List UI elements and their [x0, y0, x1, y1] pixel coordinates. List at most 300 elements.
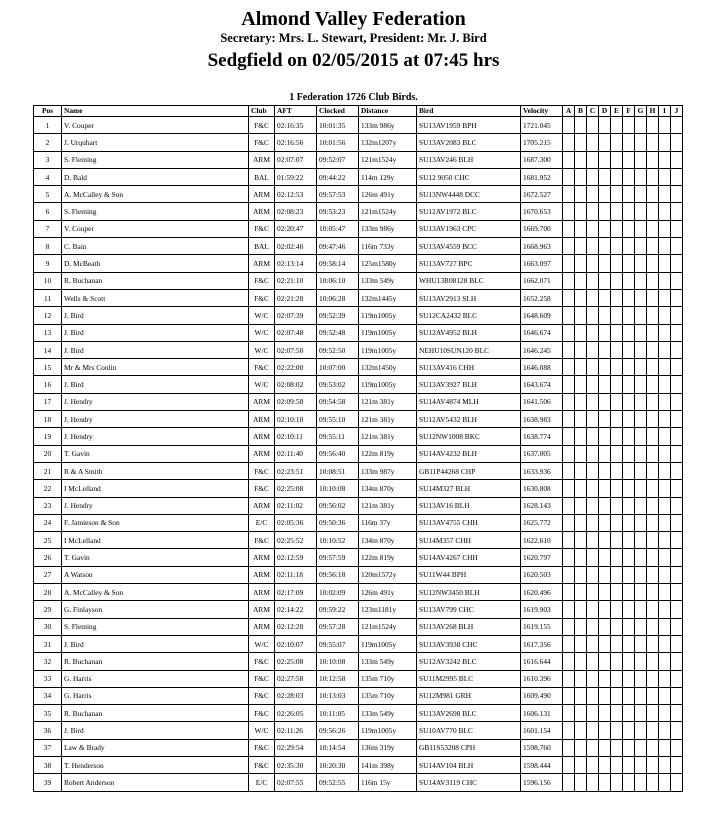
distance-cell: 133m 549y	[359, 272, 417, 289]
table-row	[34, 151, 683, 168]
velocity-cell: 1668.963	[521, 238, 563, 255]
distance-cell: 119m1005y	[359, 376, 417, 393]
results-table	[33, 105, 683, 792]
flag-cell	[671, 203, 683, 220]
flag-cell	[671, 376, 683, 393]
pos-cell: 16	[34, 376, 62, 393]
flag-cell	[659, 203, 671, 220]
flag-cell	[611, 584, 623, 601]
flag-cell	[671, 134, 683, 151]
flag-cell	[647, 255, 659, 272]
flag-cell	[671, 393, 683, 410]
pos-cell: 31	[34, 635, 62, 652]
distance-cell: 119m1005y	[359, 341, 417, 358]
name-cell: G. Harris	[62, 687, 249, 704]
distance-cell: 135m 710y	[359, 670, 417, 687]
velocity-cell: 1610.396	[521, 670, 563, 687]
flag-cell	[647, 618, 659, 635]
distance-cell: 114m 129y	[359, 168, 417, 185]
flag-cell	[563, 134, 575, 151]
flag-cell	[575, 739, 587, 756]
flag-cell	[587, 134, 599, 151]
clocked-cell: 09:52:39	[317, 307, 359, 324]
flag-cell	[635, 739, 647, 756]
pos-cell: 26	[34, 549, 62, 566]
table-caption: 1 Federation 1726 Club Birds.	[289, 92, 418, 103]
clocked-cell: 09:55:07	[317, 635, 359, 652]
velocity-cell: 1721.045	[521, 117, 563, 134]
club-cell: F&C	[249, 134, 275, 151]
pos-cell: 11	[34, 289, 62, 306]
flag-cell	[671, 168, 683, 185]
pos-cell: 20	[34, 445, 62, 462]
clocked-cell: 09:52:48	[317, 324, 359, 341]
flag-cell	[635, 549, 647, 566]
flag-cell	[611, 462, 623, 479]
distance-cell: 133m 986y	[359, 117, 417, 134]
pos-cell: 38	[34, 756, 62, 773]
bird-cell: SU13NW4448 DCC	[417, 186, 521, 203]
club-cell: W/C	[249, 635, 275, 652]
flag-cell	[587, 376, 599, 393]
flag-cell	[659, 445, 671, 462]
flag-cell	[671, 774, 683, 791]
distance-cell: 116m 37y	[359, 514, 417, 531]
pos-cell: 13	[34, 324, 62, 341]
flag-cell	[563, 653, 575, 670]
distance-cell: 121m1524y	[359, 203, 417, 220]
flag-cell	[611, 653, 623, 670]
distance-cell: 141m 398y	[359, 756, 417, 773]
flag-cell	[623, 739, 635, 756]
flag-cell	[599, 618, 611, 635]
aft-cell: 02:11:02	[275, 497, 317, 514]
flag-cell	[587, 618, 599, 635]
federation-title: Almond Valley Federation	[241, 8, 466, 30]
pos-cell: 9	[34, 255, 62, 272]
flag-cell	[635, 584, 647, 601]
flag-cell	[647, 739, 659, 756]
flag-cell	[647, 653, 659, 670]
flag-cell	[635, 289, 647, 306]
flag-cell	[563, 289, 575, 306]
clocked-cell: 10:08:51	[317, 462, 359, 479]
flag-cell	[635, 134, 647, 151]
table-row	[34, 480, 683, 497]
bird-cell: SU12M981 GRH	[417, 687, 521, 704]
flag-cell	[647, 584, 659, 601]
flag-cell	[563, 514, 575, 531]
flag-cell	[611, 497, 623, 514]
name-cell: J. Hendry	[62, 497, 249, 514]
name-cell: A Watson	[62, 566, 249, 583]
flag-cell	[647, 480, 659, 497]
aft-cell: 02:35:30	[275, 756, 317, 773]
table-row	[34, 722, 683, 739]
flag-cell	[671, 462, 683, 479]
flag-cell	[635, 670, 647, 687]
distance-cell: 116m 733y	[359, 238, 417, 255]
club-cell: F&C	[249, 220, 275, 237]
flag-cell	[587, 497, 599, 514]
flag-cell	[587, 601, 599, 618]
aft-cell: 02:10:11	[275, 428, 317, 445]
flag-cell	[563, 272, 575, 289]
flag-cell	[647, 168, 659, 185]
flag-cell	[623, 670, 635, 687]
flag-cell	[623, 480, 635, 497]
aft-cell: 02:05:36	[275, 514, 317, 531]
flag-cell	[611, 203, 623, 220]
flag-cell	[575, 341, 587, 358]
flag-cell	[563, 203, 575, 220]
flag-cell	[647, 705, 659, 722]
table-row	[34, 739, 683, 756]
distance-cell: 132m1207y	[359, 134, 417, 151]
clocked-cell: 10:14:54	[317, 739, 359, 756]
club-cell: F&C	[249, 705, 275, 722]
header-row	[34, 106, 683, 117]
table-row	[34, 618, 683, 635]
velocity-cell: 1670.653	[521, 203, 563, 220]
flag-cell	[587, 514, 599, 531]
distance-cell: 120m1572y	[359, 566, 417, 583]
flag-cell	[647, 289, 659, 306]
flag-cell	[575, 756, 587, 773]
distance-cell: 121m1524y	[359, 618, 417, 635]
flag-cell	[623, 307, 635, 324]
aft-cell: 02:07:48	[275, 324, 317, 341]
flag-cell	[587, 549, 599, 566]
club-cell: W/C	[249, 376, 275, 393]
bird-cell: SU13AV1959 BPH	[417, 117, 521, 134]
velocity-cell: 1633.936	[521, 462, 563, 479]
bird-cell: SU12AV5432 BLH	[417, 411, 521, 428]
flag-cell	[659, 393, 671, 410]
flag-cell	[671, 670, 683, 687]
flag-cell	[599, 411, 611, 428]
velocity-cell: 1669.700	[521, 220, 563, 237]
velocity-cell: 1628.143	[521, 497, 563, 514]
flag-cell	[623, 584, 635, 601]
flag-cell	[671, 255, 683, 272]
bird-cell: SU12CA2432 BLC	[417, 307, 521, 324]
flag-cell	[587, 272, 599, 289]
flag-cell	[635, 341, 647, 358]
flag-cell	[611, 151, 623, 168]
clocked-cell: 10:12:58	[317, 670, 359, 687]
table-row	[34, 670, 683, 687]
club-cell: W/C	[249, 722, 275, 739]
flag-cell	[647, 462, 659, 479]
flag-cell	[671, 480, 683, 497]
flag-cell	[623, 514, 635, 531]
flag-cell	[587, 220, 599, 237]
pos-cell: 39	[34, 774, 62, 791]
flag-cell	[659, 774, 671, 791]
clocked-cell: 10:11:05	[317, 705, 359, 722]
bird-cell: SU11M2995 BLC	[417, 670, 521, 687]
aft-cell: 02:08:23	[275, 203, 317, 220]
pos-cell: 23	[34, 497, 62, 514]
bird-cell: SU12AV3242 BLC	[417, 653, 521, 670]
flag-cell	[599, 134, 611, 151]
flag-cell	[599, 480, 611, 497]
aft-cell: 02:11:18	[275, 566, 317, 583]
velocity-cell: 1622.610	[521, 532, 563, 549]
flag-cell	[647, 238, 659, 255]
flag-cell	[587, 584, 599, 601]
velocity-cell: 1596.156	[521, 774, 563, 791]
name-cell: T. Gavin	[62, 549, 249, 566]
club-cell: ARM	[249, 203, 275, 220]
flag-cell	[659, 670, 671, 687]
velocity-cell: 1609.490	[521, 687, 563, 704]
pos-cell: 21	[34, 462, 62, 479]
flag-cell	[563, 220, 575, 237]
flag-cell	[671, 549, 683, 566]
flag-cell	[635, 151, 647, 168]
aft-cell: 02:16:56	[275, 134, 317, 151]
name-cell: Wells & Scott	[62, 289, 249, 306]
aft-cell: 02:12:59	[275, 549, 317, 566]
flag-cell	[671, 428, 683, 445]
flag-cell	[563, 255, 575, 272]
flag-cell	[635, 376, 647, 393]
bird-cell: SU13AV268 BLH	[417, 618, 521, 635]
aft-cell: 02:21:10	[275, 272, 317, 289]
flag-cell	[647, 514, 659, 531]
flag-cell	[671, 635, 683, 652]
flag-cell	[635, 756, 647, 773]
flag-cell	[647, 756, 659, 773]
flag-cell	[623, 151, 635, 168]
name-cell: V. Couper	[62, 220, 249, 237]
flag-cell	[599, 774, 611, 791]
velocity-cell: 1606.131	[521, 705, 563, 722]
column-header-i: I	[659, 106, 671, 117]
flag-cell	[671, 514, 683, 531]
club-cell: F&C	[249, 480, 275, 497]
clocked-cell: 09:53:02	[317, 376, 359, 393]
flag-cell	[575, 774, 587, 791]
bird-cell: SU13AV3938 CHC	[417, 635, 521, 652]
flag-cell	[563, 428, 575, 445]
flag-cell	[623, 601, 635, 618]
flag-cell	[623, 428, 635, 445]
table-row	[34, 359, 683, 376]
bird-cell: SU11W44 BPH	[417, 566, 521, 583]
flag-cell	[659, 566, 671, 583]
flag-cell	[575, 168, 587, 185]
flag-cell	[611, 411, 623, 428]
bird-cell: SU12AV1972 BLC	[417, 203, 521, 220]
flag-cell	[575, 134, 587, 151]
flag-cell	[623, 220, 635, 237]
flag-cell	[587, 151, 599, 168]
flag-cell	[611, 359, 623, 376]
flag-cell	[575, 445, 587, 462]
flag-cell	[623, 411, 635, 428]
name-cell: J. Bird	[62, 722, 249, 739]
table-row	[34, 203, 683, 220]
aft-cell: 02:21:28	[275, 289, 317, 306]
flag-cell	[587, 653, 599, 670]
flag-cell	[623, 168, 635, 185]
club-cell: W/C	[249, 324, 275, 341]
flag-cell	[563, 411, 575, 428]
flag-cell	[635, 601, 647, 618]
velocity-cell: 1638.774	[521, 428, 563, 445]
flag-cell	[623, 117, 635, 134]
pos-cell: 7	[34, 220, 62, 237]
flag-cell	[659, 584, 671, 601]
flag-cell	[671, 739, 683, 756]
flag-cell	[659, 514, 671, 531]
flag-cell	[575, 635, 587, 652]
pos-cell: 36	[34, 722, 62, 739]
flag-cell	[671, 497, 683, 514]
club-cell: ARM	[249, 549, 275, 566]
clocked-cell: 10:07:00	[317, 359, 359, 376]
aft-cell: 02:12:53	[275, 186, 317, 203]
pos-cell: 15	[34, 359, 62, 376]
flag-cell	[635, 462, 647, 479]
flag-cell	[575, 687, 587, 704]
flag-cell	[575, 462, 587, 479]
flag-cell	[623, 618, 635, 635]
clocked-cell: 09:50:36	[317, 514, 359, 531]
distance-cell: 121m 381y	[359, 411, 417, 428]
aft-cell: 02:11:40	[275, 445, 317, 462]
distance-cell: 133m 987y	[359, 462, 417, 479]
clocked-cell: 09:52:55	[317, 774, 359, 791]
clocked-cell: 09:57:59	[317, 549, 359, 566]
table-row	[34, 134, 683, 151]
clocked-cell: 09:56:26	[317, 722, 359, 739]
flag-cell	[659, 653, 671, 670]
flag-cell	[587, 566, 599, 583]
flag-cell	[563, 359, 575, 376]
pos-cell: 1	[34, 117, 62, 134]
flag-cell	[623, 134, 635, 151]
pos-cell: 8	[34, 238, 62, 255]
column-header-clocked: Clocked	[317, 106, 359, 117]
flag-cell	[659, 220, 671, 237]
flag-cell	[611, 376, 623, 393]
flag-cell	[611, 514, 623, 531]
velocity-cell: 1646.245	[521, 341, 563, 358]
flag-cell	[659, 618, 671, 635]
flag-cell	[599, 532, 611, 549]
pos-cell: 3	[34, 151, 62, 168]
pos-cell: 35	[34, 705, 62, 722]
name-cell: T. Gavin	[62, 445, 249, 462]
club-cell: ARM	[249, 411, 275, 428]
flag-cell	[611, 307, 623, 324]
clocked-cell: 09:55:11	[317, 428, 359, 445]
aft-cell: 02:27:58	[275, 670, 317, 687]
flag-cell	[611, 532, 623, 549]
aft-cell: 02:09:58	[275, 393, 317, 410]
flag-cell	[587, 186, 599, 203]
velocity-cell: 1648.609	[521, 307, 563, 324]
flag-cell	[575, 532, 587, 549]
name-cell: R & A Smith	[62, 462, 249, 479]
clocked-cell: 10:13:03	[317, 687, 359, 704]
flag-cell	[635, 532, 647, 549]
name-cell: J. Bird	[62, 341, 249, 358]
flag-cell	[647, 532, 659, 549]
club-cell: F&C	[249, 687, 275, 704]
flag-cell	[611, 186, 623, 203]
aft-cell: 02:25:08	[275, 653, 317, 670]
name-cell: J. Hendry	[62, 411, 249, 428]
velocity-cell: 1620.797	[521, 549, 563, 566]
flag-cell	[599, 756, 611, 773]
clocked-cell: 09:56:02	[317, 497, 359, 514]
flag-cell	[587, 722, 599, 739]
flag-cell	[611, 393, 623, 410]
flag-cell	[671, 359, 683, 376]
flag-cell	[599, 687, 611, 704]
flag-cell	[671, 445, 683, 462]
flag-cell	[599, 238, 611, 255]
table-row	[34, 289, 683, 306]
clocked-cell: 09:58:14	[317, 255, 359, 272]
aft-cell: 02:13:14	[275, 255, 317, 272]
flag-cell	[587, 705, 599, 722]
flag-cell	[611, 722, 623, 739]
name-cell: J. Bird	[62, 635, 249, 652]
pos-cell: 2	[34, 134, 62, 151]
bird-cell: SU13AV416 CHH	[417, 359, 521, 376]
flag-cell	[635, 635, 647, 652]
flag-cell	[563, 756, 575, 773]
flag-cell	[575, 359, 587, 376]
velocity-cell: 1625.772	[521, 514, 563, 531]
flag-cell	[599, 307, 611, 324]
bird-cell: SU14AV3119 CHC	[417, 774, 521, 791]
table-row	[34, 341, 683, 358]
pos-cell: 12	[34, 307, 62, 324]
distance-cell: 135m 710y	[359, 687, 417, 704]
flag-cell	[587, 774, 599, 791]
bird-cell: SU13AV4559 BCC	[417, 238, 521, 255]
table-row	[34, 653, 683, 670]
flag-cell	[671, 117, 683, 134]
bird-cell: SU13AV4755 CHH	[417, 514, 521, 531]
flag-cell	[647, 635, 659, 652]
flag-cell	[647, 307, 659, 324]
aft-cell: 02:17:09	[275, 584, 317, 601]
flag-cell	[599, 601, 611, 618]
flag-cell	[647, 445, 659, 462]
clocked-cell: 10:05:47	[317, 220, 359, 237]
distance-cell: 136m 319y	[359, 739, 417, 756]
flag-cell	[587, 480, 599, 497]
column-header-velocity: Velocity	[521, 106, 563, 117]
flag-cell	[575, 117, 587, 134]
flag-cell	[611, 687, 623, 704]
table-row	[34, 376, 683, 393]
flag-cell	[671, 618, 683, 635]
flag-cell	[671, 756, 683, 773]
flag-cell	[563, 774, 575, 791]
clocked-cell: 09:57:53	[317, 186, 359, 203]
flag-cell	[623, 255, 635, 272]
name-cell: F. Jamieson & Son	[62, 514, 249, 531]
